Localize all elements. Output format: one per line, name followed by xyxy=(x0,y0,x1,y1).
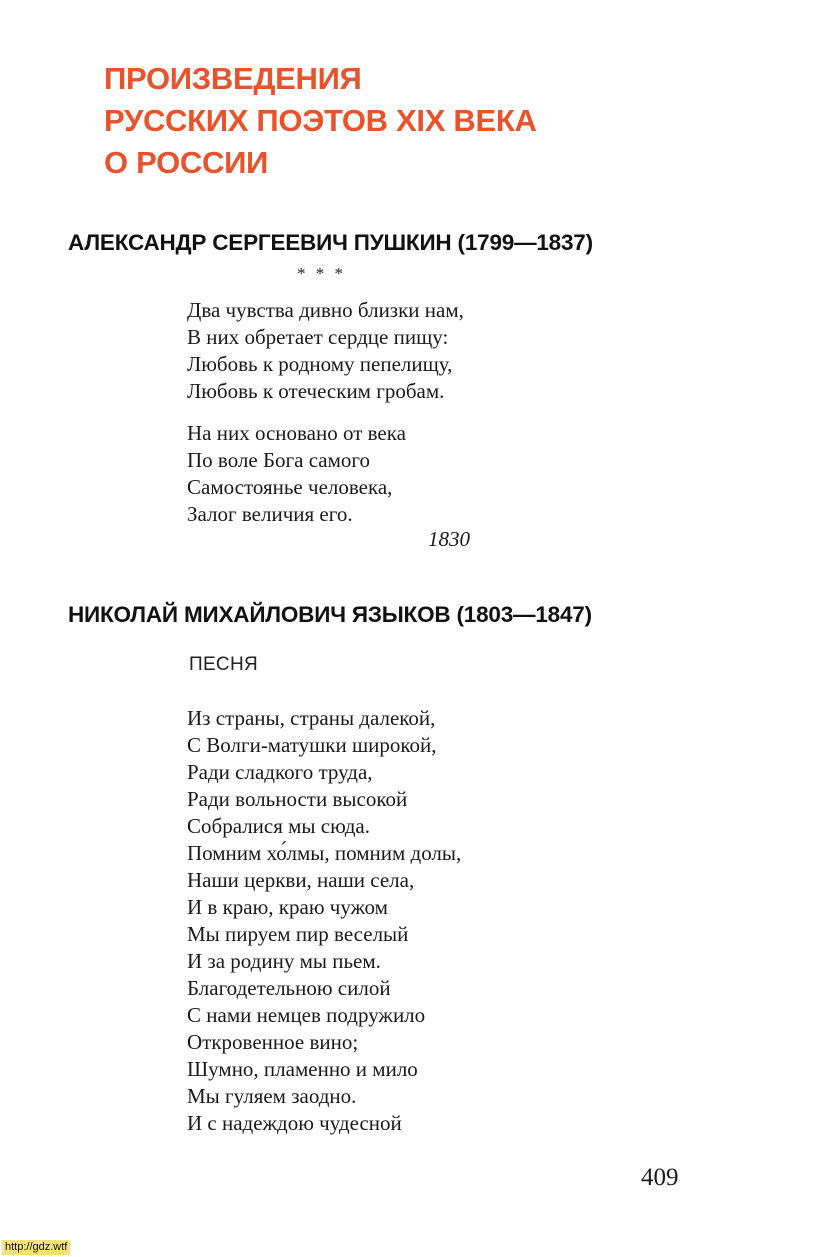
poem-asterisks: * * * xyxy=(297,264,346,283)
verse-line: По воле Бога самого xyxy=(187,448,370,472)
verse-line: Из страны, страны далекой, xyxy=(187,706,436,730)
poem-date: 1830 xyxy=(428,527,470,551)
author-heading-yazykov: НИКОЛАЙ МИХАЙЛОВИЧ ЯЗЫКОВ (1803—1847) xyxy=(68,602,592,627)
watermark-link[interactable]: http://gdz.wtf xyxy=(2,1240,70,1255)
verse-line: И с надеждою чудесной xyxy=(187,1111,402,1135)
chapter-title-line: РУССКИХ ПОЭТОВ XIX ВЕКА xyxy=(104,103,537,138)
poem-stanza xyxy=(187,705,461,1137)
verse-line: Любовь к родному пепелищу, xyxy=(187,352,453,376)
verse-line: Ради сладкого труда, xyxy=(187,760,373,784)
verse-line: Шумно, пламенно и мило xyxy=(187,1057,418,1081)
verse-line: С нами немцев подружило xyxy=(187,1003,426,1027)
author-heading-pushkin: АЛЕКСАНДР СЕРГЕЕВИЧ ПУШКИН (1799—1837) xyxy=(68,230,593,255)
verse-line: Любовь к отеческим гробам. xyxy=(187,379,445,403)
chapter-title xyxy=(104,58,537,184)
verse-line: На них основано от века xyxy=(187,421,406,445)
verse-line: Собралися мы сюда. xyxy=(187,814,370,838)
verse-line: В них обретает сердце пищу: xyxy=(187,325,449,349)
verse-line: Два чувства дивно близки нам, xyxy=(187,298,464,322)
verse-line: Благодетельною силой xyxy=(187,976,391,1000)
page-number: 409 xyxy=(641,1164,679,1191)
poem-stanza xyxy=(187,420,406,528)
chapter-title-line: ПРОИЗВЕДЕНИЯ xyxy=(104,61,362,96)
poem-stanza xyxy=(187,297,464,405)
verse-line: И в краю, краю чужом xyxy=(187,895,388,919)
verse-line: Самостоянье человека, xyxy=(187,475,393,499)
verse-line: С Волги-матушки широкой, xyxy=(187,733,437,757)
verse-line: И за родину мы пьем. xyxy=(187,949,381,973)
verse-line: Мы пируем пир веселый xyxy=(187,922,409,946)
verse-line: Наши церкви, наши села, xyxy=(187,868,415,892)
verse-line: Ради вольности высокой xyxy=(187,787,408,811)
verse-line: Откровенное вино; xyxy=(187,1030,359,1054)
verse-line: Помним хо́лмы, помним долы, xyxy=(187,841,462,865)
poem-title: ПЕСНЯ xyxy=(189,654,258,675)
chapter-title-line: О РОССИИ xyxy=(104,145,269,180)
verse-line: Залог величия его. xyxy=(187,502,353,526)
verse-line: Мы гуляем заодно. xyxy=(187,1084,357,1108)
